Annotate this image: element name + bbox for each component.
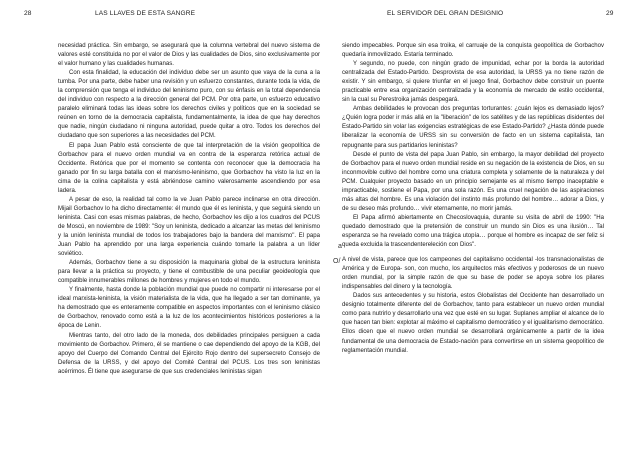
paragraph: A pesar de eso, la realidad tal como la ve Juan Pablo parece inclinarse en otra dirección. Mijail Gorbachov lo ha dicho directamente: él mundo que él es leninista, y que seguirá siendo un leninista. Casi con esas mismas palabras, de hecho, Gorbachov les dijo a los cuadros del PCUS de Moscú, en noviembre de 1989: "Soy un leninista, dedicado a alcanzar las metas del leninismo y la unión leninista mundial de todos los trabajadores bajo la bandera del marxismo". El papa Juan Pablo ha aprendido por una larga experiencia cuándo tomarle la palabra a un líder soviético. [58, 196, 320, 258]
paragraph: siendo impecables. Porque sin esa troika, el carruaje de la conquista geopolítica de Gorbachov quedaría inmovilizado. Estaría terminado. [342, 43, 604, 59]
paragraph: necesidad práctica. Sin embargo, se asegurará que la columna vertebral del nuevo sistema de valores esté constituida no por el valor de Dios y las cualidades de Dios, sino exclusivamente por el valor humano y las cualidades humanas. [58, 43, 320, 68]
margin-mark: a [338, 243, 342, 250]
left-page-number: 28 [24, 10, 32, 17]
right-running-title: EL SERVIDOR DEL GRAN DESIGNIO [387, 10, 504, 17]
paragraph: Y segundo, no puede, con ningún grado de impunidad, echar por la borda la autoridad centralizada del Estado-Partido. Desprovista de esa autoridad, la URSS ya no tiene razón de existir. Y sin embargo, si quiere triunfar en el juego final, Gorbachov debe construir un puente practicable entre esa organización centralizada y la economía de mercado de estilo occidental, sin la cual su Perestroika jamás despegará. [342, 61, 604, 104]
paragraph: Dados sus antecedentes y su historia, estos Globalistas del Occidente han desarrollado un designio totalmente diferente del de Gorbachov, tanto para establecer un nuevo orden mundial como para nutrirlo y desarrollarlo una vez que esté en su lugar. Suplanes ampliar el alcance de lo que hacen tan bien: explotar al máximo el capitalismo democrático y el igualitarismo democrático. Ellos dicen que el nuevo orden mundial se desarrollará orgánicamente a partir de la idea fundamental de una democracia de Estado-nación para convertirse en un sistema geopolítico de reglamentación mundial. [342, 293, 604, 354]
paragraph: Ambas debilidades le provocan dos preguntas torturantes: ¿cuán lejos es demasiado lejos? ¿Quién logra poder ir más allá en la "liberación" de los satélites y de las repúblicas disidentes del Estado-Partido sin volar las exigencias estratégicas de ese Estado-Partido? ¿Hasta dónde puede liberalizar la economía de URSS sin su conversión de facto en un sistema capitalista, tan repugnante para sus partidarios leninistas? [342, 106, 604, 149]
paragraph: Y finalmente, hasta donde la población mundial que puede no compartir ni interesarse por el ideal marxista-leninista, la visión materialista de la vida, que ha llegado a ser tan dominante, ya ha demostrado que es enteramente compatible en aspectos importantes con el leninismo clásico de Gorbachov, renovado como está a la luz de los acontecimientos históricos posteriores a la época de Lenin. [58, 287, 320, 330]
paragraph: Mientras tanto, del otro lado de la moneda, dos debilidades principales persiguen a cada movimiento de Gorbachov. Primero, él se mantiene o cae dependiendo del apoyo de la KGB, del apoyo del Cuerpo del Comando Central del Ejército Rojo dentro del supersecreto Consejo de Defensa de la URSS, y del apoyo del Comité Central del PCUS. Los tres son leninistas acérrimos. Él tiene que asegurarse de que sus credenciales leninistas sigan [58, 332, 320, 375]
paragraph: Además, Gorbachov tiene a su disposición la maquinaria global de la estructura leninista para llevar a la práctica su proyecto, y tiene el combustible de una peculiar geoideología que compatible innumerables millones de hombres y mujeres en todo el mundo. [58, 260, 320, 285]
paragraph: Con esta finalidad, la educación del individuo debe ser un asunto que vaya de la cuna a la tumba. Por una parte, debe haber una revisión y un esfuerzo constantes, durante toda la vida, de la comprensión que tenga el individuo del leninismo puro, con su énfasis en la total dependencia del individuo con respecto a la dirección general del PCM. Por otra parte, un esfuerzo educativo paralelo eliminará todas las ideas sobre los derechos civiles y políticos que en la sociedad se reúnen en torno de la democracia capitalista, fundamentalmente, la idea de que hay derechos que nadie, ningún ciudadano ni ninguna autoridad, puede quitar a otro. Todos los derechos del ciudadano que son superiores a las necesidades del PCM. [58, 70, 320, 140]
margin-mark: O/ [333, 258, 341, 265]
left-text-column [58, 42, 320, 377]
right-page-number: 29 [606, 10, 614, 17]
right-text-column [342, 42, 604, 356]
paragraph: El Papa afirmó abiertamente en Checoslovaquia, durante su visita de abril de 1990: "Ha quedado demostrado que la pretensión de construir un mundo sin Dios es una ilusión… Tal esperanza se ha revelado como una trágica utopía… porque el hombre es incapaz de ser feliz si queda excluida la trascendentereleción con Dios". [342, 214, 604, 249]
paragraph: El papa Juan Pablo está consciente de que tal interpretación de la visión geopolítica de Gorbachov para el nuevo orden mundial va en contra de la esperanza retórica actual de Occidente. Retórica que por el momento se contenta con reconocer que la democracia ha ganado por fin su larga batalla con el marxismo-leninismo, que Gorbachov ha visto la luz en la cima de la colina capitalista y está abriéndose camino valerosamente ascendiendo por esa ladera. [58, 142, 320, 194]
paragraph: Desde el punto de vista del papa Juan Pablo, sin embargo, la mayor debilidad del proyecto de Gorbachov para el nuevo orden mundial reside en su negación de la existencia de Dios, en su inconmovible cultivo del hombre como una criatura completa y solamente de la naturaleza y del PCM. Cualquier proyecto basado en un principio semejante es al mismo tiempo inaceptable e impracticable, sostiene el Papa, por una sola razón. Es una cruel negación de las aspiraciones más altas del hombre. Es una violación del instinto más profundo del hombre… adorar a Dios, y de su deseo más profundo… vivir eternamente, no morir jamás. [342, 151, 604, 212]
left-running-title: LAS LLAVES DE ESTA SANGRE [95, 10, 196, 17]
paragraph: A nivel de vista, parece que los campeones del capitalismo occidental -los transnacionalistas de América y de Europa- son, con mucho, los arquitectos más efectivos y poderosos de un nuevo orden mundial, por la simple razón de que su base de poder se apoya sobre los pilares indispensables del dinero y la tecnología. [342, 257, 604, 291]
